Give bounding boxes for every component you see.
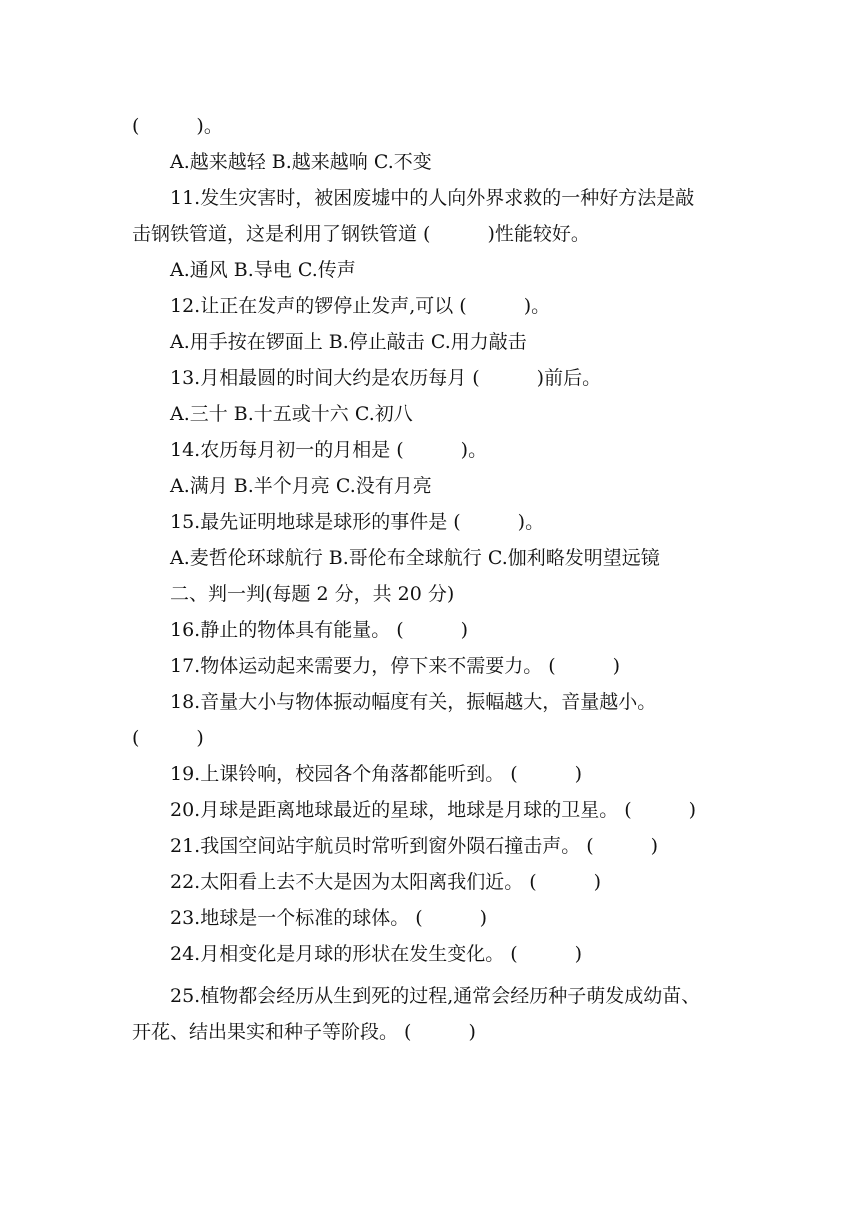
- q17-text: 17.物体运动起来需要力，停下来不需要力。 ( ): [170, 655, 621, 677]
- q14-options: A.满月 B.半个月亮 C.没有月亮: [170, 475, 432, 497]
- q15-options: A.麦哲伦环球航行 B.哥伦布全球航行 C.伽利略发明望远镜: [170, 547, 660, 569]
- q10-options: A.越来越轻 B.越来越响 C.不变: [170, 151, 432, 173]
- q10-answer-blank: ( )。: [132, 115, 223, 137]
- q18-answer-blank: ( ): [132, 727, 204, 749]
- q11-text-continued: 击钢铁管道，这是利用了钢铁管道 ( )性能较好。: [132, 223, 590, 245]
- q25-text: 25.植物都会经历从生到死的过程,通常会经历种子萌发成幼苗、: [170, 985, 701, 1007]
- q11-options: A.通风 B.导电 C.传声: [170, 259, 356, 281]
- q23-text: 23.地球是一个标准的球体。 ( ): [170, 907, 488, 929]
- q16-text: 16.静止的物体具有能量。 ( ): [170, 619, 469, 641]
- q15-text: 15.最先证明地球是球形的事件是 ( )。: [170, 511, 545, 533]
- q13-text: 13.月相最圆的时间大约是农历每月 ( )前后。: [170, 367, 602, 389]
- q18-text: 18.音量大小与物体振动幅度有关，振幅越大，音量越小。: [170, 691, 657, 713]
- q22-text: 22.太阳看上去不大是因为太阳离我们近。 ( ): [170, 871, 602, 893]
- q12-options: A.用手按在锣面上 B.停止敲击 C.用力敲击: [170, 331, 527, 353]
- q11-text: 11.发生灾害时，被困废墟中的人向外界求救的一种好方法是敲: [170, 187, 695, 209]
- q20-text: 20.月球是距离地球最近的星球，地球是月球的卫星。 ( ): [170, 799, 697, 821]
- q21-text: 21.我国空间站宇航员时常听到窗外陨石撞击声。 ( ): [170, 835, 659, 857]
- q14-text: 14.农历每月初一的月相是 ( )。: [170, 439, 488, 461]
- q19-text: 19.上课铃响，校园各个角落都能听到。 ( ): [170, 763, 583, 785]
- q13-options: A.三十 B.十五或十六 C.初八: [170, 403, 413, 425]
- q24-text: 24.月相变化是月球的形状在发生变化。 ( ): [170, 943, 583, 965]
- q12-text: 12.让正在发声的锣停止发声,可以 ( )。: [170, 295, 551, 317]
- section-heading-judge: 二、判一判(每题 2 分，共 20 分): [170, 583, 455, 605]
- q25-text-continued: 开花、结出果实和种子等阶段。 ( ): [132, 1021, 476, 1043]
